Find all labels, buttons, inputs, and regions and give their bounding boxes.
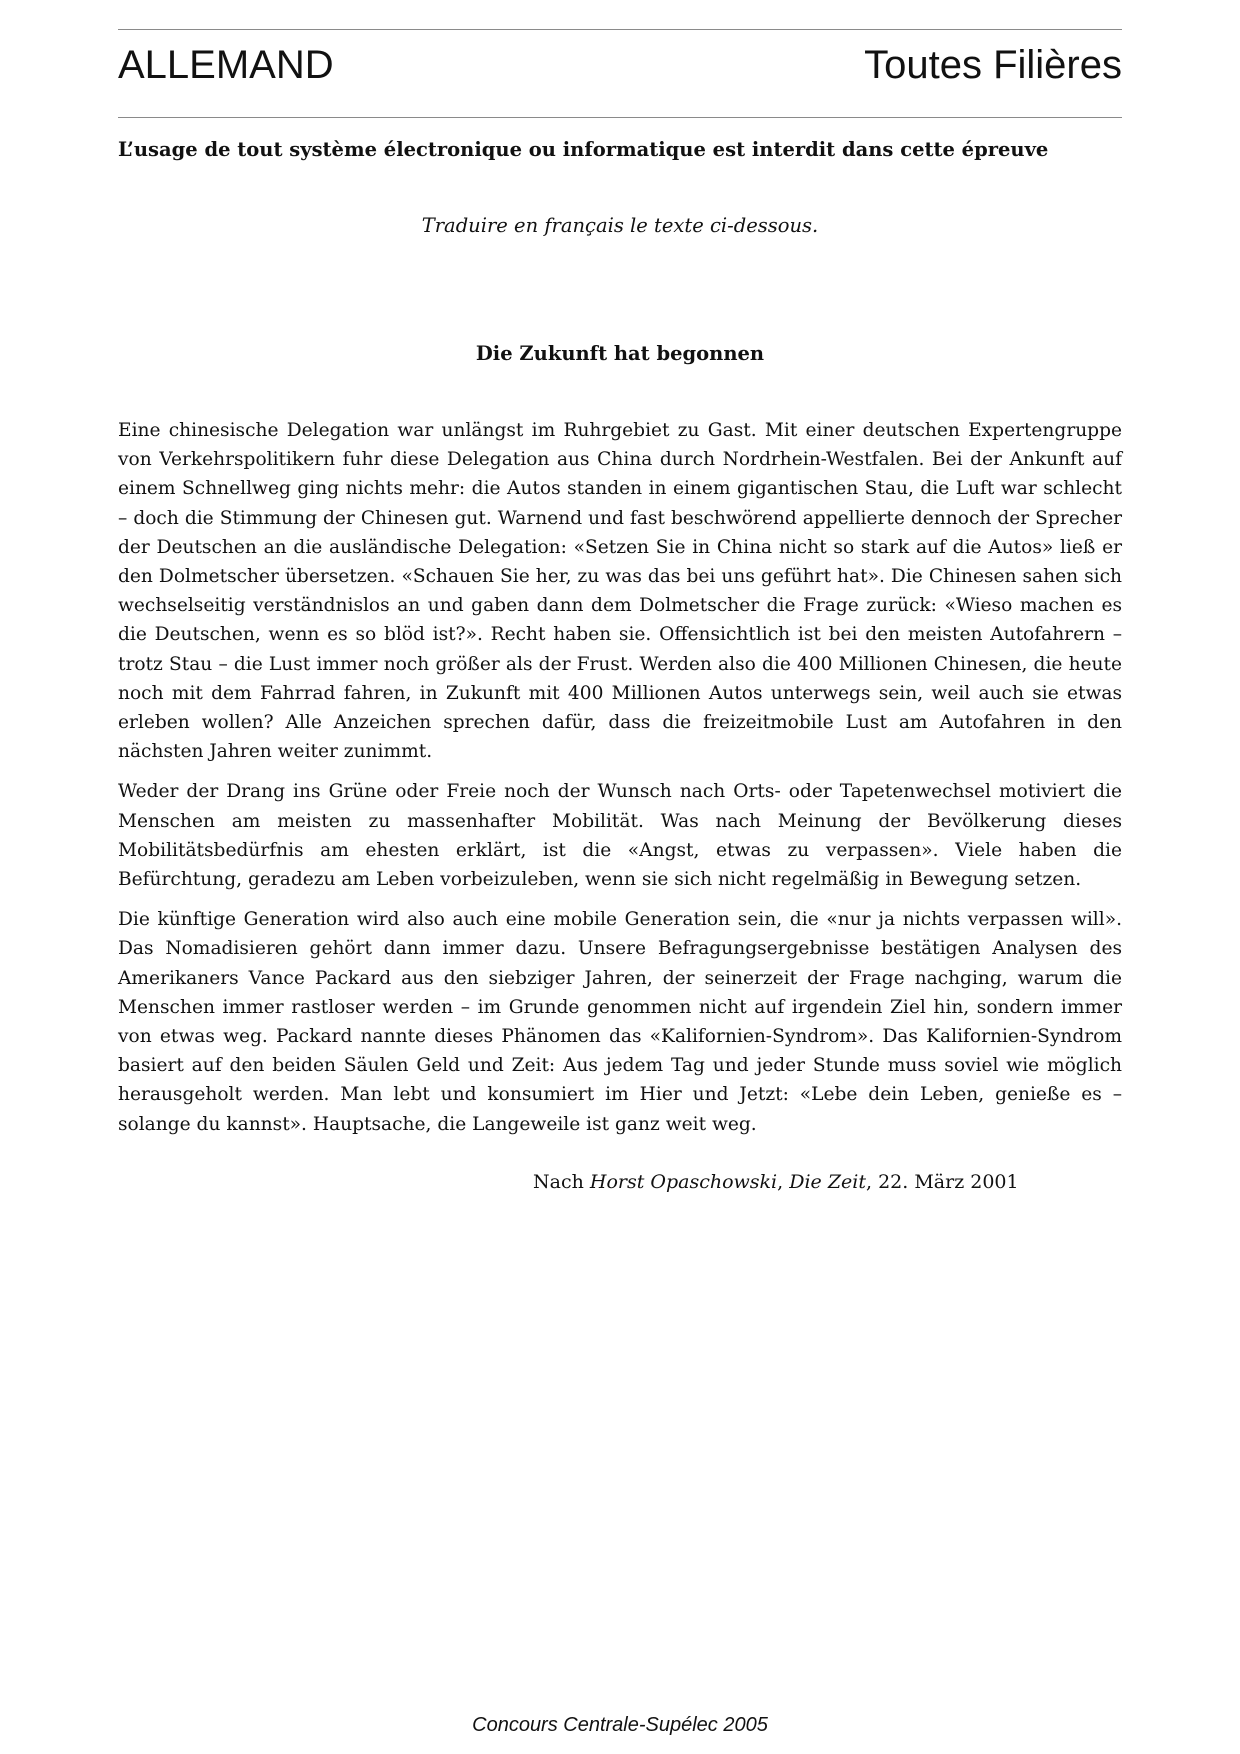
article-body xyxy=(118,416,1122,1150)
page-footer: Concours Centrale-Supélec 2005 xyxy=(472,1714,768,1736)
exam-page xyxy=(118,0,1122,1754)
paragraph-2: Weder der Drang ins Grüne oder Freie noch der Wunsch nach Orts- oder Tapetenwechsel motiviert die Menschen am meisten zu massenhafter Mobilität. Was nach Meinung der Bevölkerung dieses Mobilitätsbedürfnis am ehesten erklärt, ist die «Angst, etwas zu verpassen». Viele haben die Befürchtung, geradezu am Leben vorbeizuleben, wenn sie sich nicht regelmäßig in Bewegung setzen. xyxy=(118,781,1122,891)
header-bottom-rule xyxy=(118,117,1122,118)
electronics-notice: L’usage de tout système électronique ou informatique est interdit dans cette épreuve xyxy=(118,138,1049,161)
subject-title: ALLEMAND xyxy=(118,43,334,87)
paragraph-3: Die künftige Generation wird also auch eine mobile Generation sein, die «nur ja nichts verpassen will». Das Nomadisieren gehört dann immer dazu. Unsere Befragungsergebnisse bestätigen Analysen des Amerikaners Vance Packard aus den siebziger Jahren, der seinerzeit der Frage nachging, warum die Menschen immer rastloser werden – im Grunde genommen nicht auf irgendein Ziel hin, sondern immer von etwas weg. Packard nannte dieses Phänomen das «Kalifornien-Syndrom». Das Kalifornien-Syndrom basiert auf den beiden Säulen Geld und Zeit: Aus jedem Tag und jeder Stunde muss soviel wie möglich herausgeholt werden. Man lebt und konsumiert im Hier und Jetzt: «Lebe dein Leben, genieße es – solange du kannst». Hauptsache, die Langeweile ist ganz weit weg. xyxy=(118,909,1122,1135)
source-author: Horst Opaschowski xyxy=(589,1171,778,1193)
source-prefix: Nach xyxy=(533,1171,590,1193)
header-top-rule xyxy=(118,29,1122,30)
page-header xyxy=(118,40,1122,90)
source-separator: , xyxy=(777,1171,790,1193)
paragraph-1: Eine chinesische Delegation war unlängst im Ruhrgebiet zu Gast. Mit einer deutschen Expertengruppe von Verkehrspolitikern fuhr diese Delegation aus China durch Nordrhein-Westfalen. Bei der Ankunft auf einem Schnellweg ging nichts mehr: die Autos standen in einem gigantischen Stau, die Luft war schlecht – doch die Stimmung der Chinesen gut. Warnend und fast beschwörend appellierte dennoch der Sprecher der Deutschen an die ausländische Delegation: «Setzen Sie in China nicht so stark auf die Autos» ließ er den Dolmetscher übersetzen. «Schauen Sie her, zu was das bei uns geführt hat». Die Chinesen sahen sich wechselseitig verständnislos an und gaben dann dem Dolmetscher die Frage zurück: «Wieso machen es die Deutschen, wenn es so blöd ist?». Recht haben sie. Offensichtlich ist bei den meisten Autofahrern – trotz Stau – die Lust immer noch größer als der Frust. Werden also die 400 Millionen Chinesen, die heute noch mit dem Fahrrad fahren, in Zukunft mit 400 Millionen Autos unterwegs sein, weil auch sie etwas erleben wollen? Alle Anzeichen sprechen dafür, dass die freizeitmobile Lust am Autofahren in den nächsten Jahren weiter zunimmt. xyxy=(118,420,1122,763)
source-publication: Die Zeit xyxy=(789,1171,866,1193)
source-citation xyxy=(533,1168,1133,1196)
source-date: , 22. März 2001 xyxy=(866,1171,1019,1193)
translation-instruction: Traduire en français le texte ci-dessous. xyxy=(421,214,819,237)
track-title: Toutes Filières xyxy=(864,43,1122,87)
article-title: Die Zukunft hat begonnen xyxy=(475,342,765,365)
